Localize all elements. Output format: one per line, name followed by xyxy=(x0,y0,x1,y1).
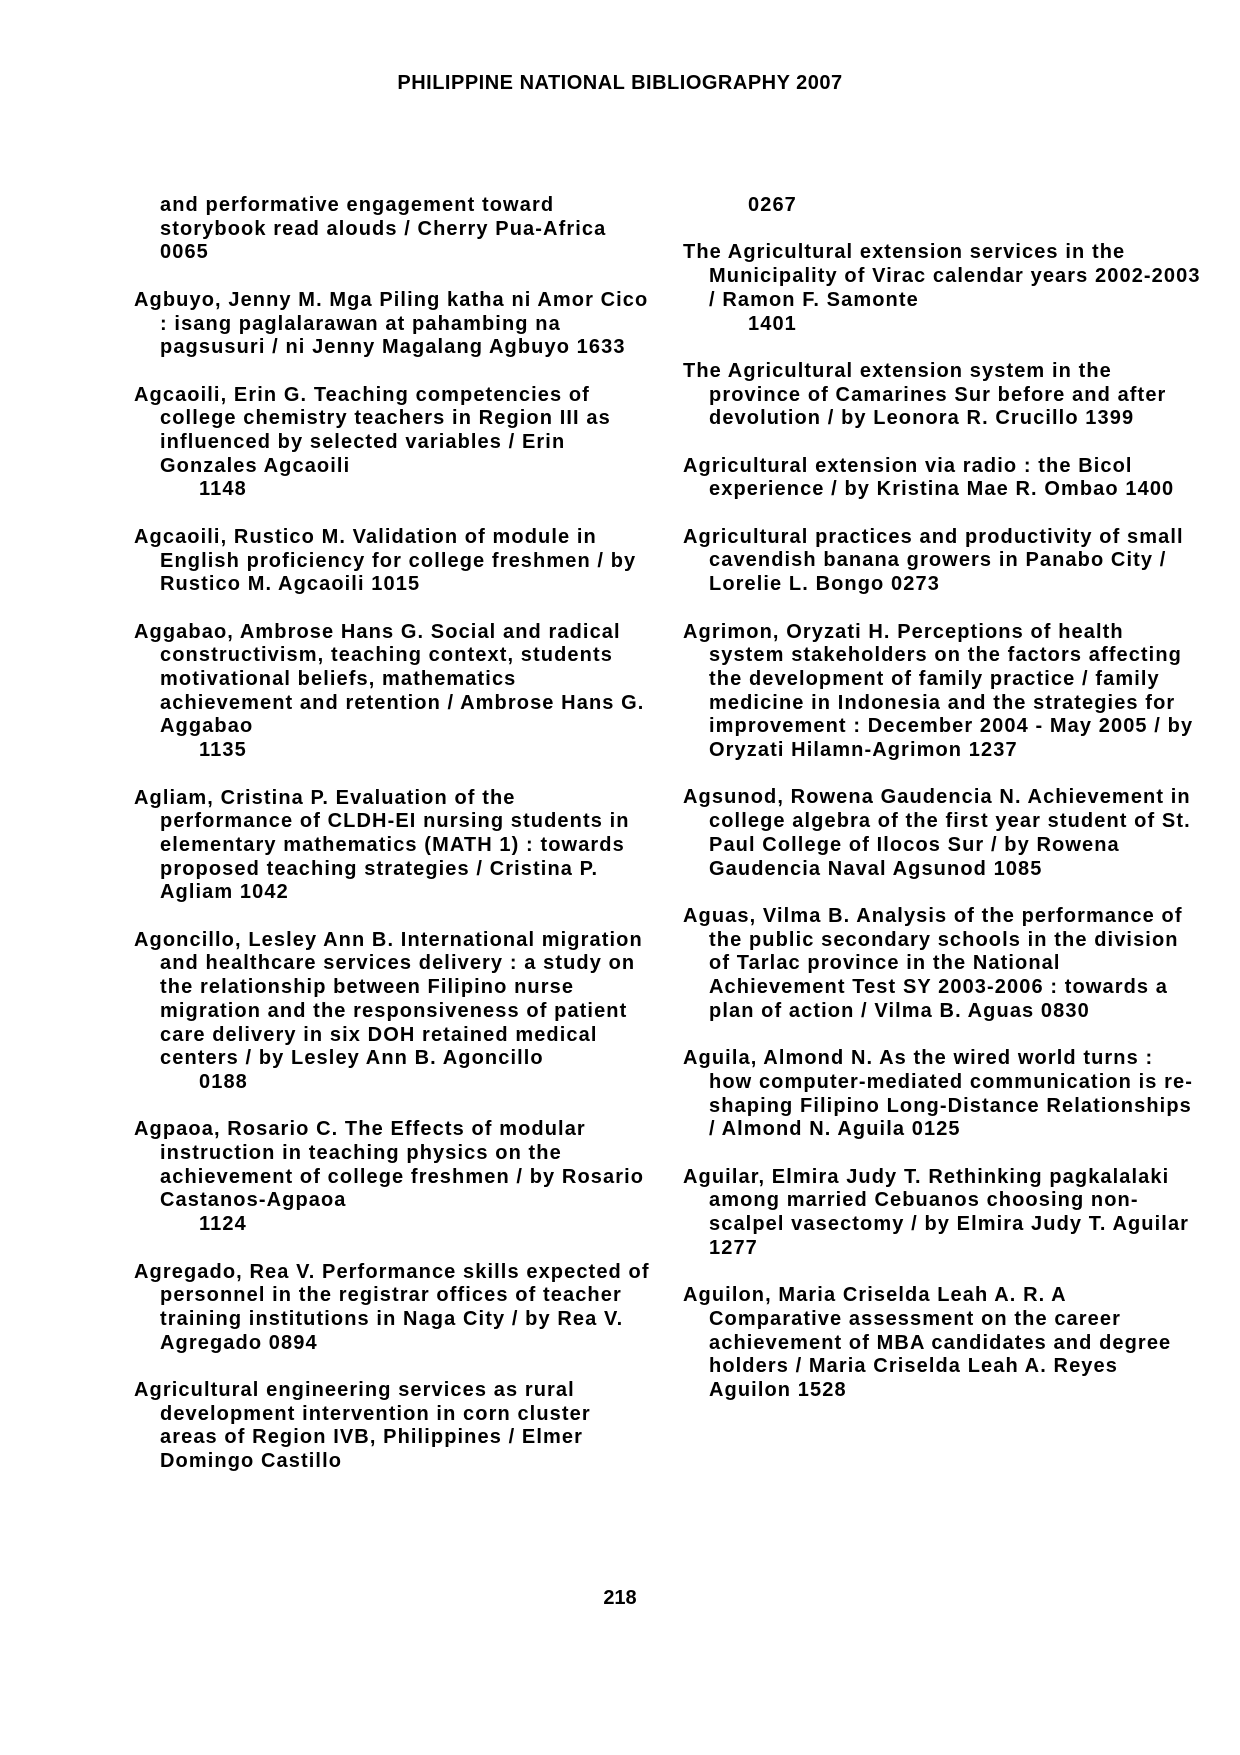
entry-text: Agrimon, Oryzati H. Perceptions of health system stakeholders on the factors affecting the development of family practice / family medicine in Indonesia and the strategies for improvement : December 2004 - May 2005 / by Oryzati Hilamn-Agrimon 1237 xyxy=(683,620,1194,762)
entry-code: 0188 xyxy=(199,1070,248,1093)
entry-code: 1124 xyxy=(199,1213,247,1236)
entry-code: 1148 xyxy=(199,478,247,501)
entry-text: The Agricultural extension services in the Municipality of Virac calendar years 2002-2003 / Ramon F. Samonte xyxy=(683,241,1201,311)
entry-text: Agoncillo, Lesley Ann B. International migration and healthcare services delivery : a study on the relationship between Filipino nurse migration and the responsiveness of patient care delivery in six DOH retained medical centers / by Lesley Ann B. Agoncillo xyxy=(134,928,643,1070)
entry-code: 0267 xyxy=(748,194,797,216)
bibliography-entry xyxy=(683,1284,1203,1403)
bibliography-entry xyxy=(134,1261,654,1356)
bibliography-entry xyxy=(134,384,654,503)
entry-text: Aguilon, Maria Criselda Leah A. R. A Comparative assessment on the career achievement of MBA candidates and degree holders / Maria Criselda Leah A. Reyes Aguilon 1528 xyxy=(683,1284,1172,1401)
entry-text: Aggabao, Ambrose Hans G. Social and radical constructivism, teaching context, students motivational beliefs, mathematics achievement and retention / Ambrose Hans G. Aggabao xyxy=(134,620,645,738)
bibliography-entry xyxy=(683,526,1203,597)
entry-text: Aguila, Almond N. As the wired world turns : how computer-mediated communication is re-shaping Filipino Long-Distance Relationships / Almond N. Aguila 0125 xyxy=(683,1047,1194,1141)
entry-text: Aguilar, Elmira Judy T. Rethinking pagkalalaki among married Cebuanos choosing non-scalpel vasectomy / by Elmira Judy T. Aguilar 1277 xyxy=(683,1165,1190,1259)
bibliography-entry xyxy=(134,1118,654,1237)
entry-text: Agricultural practices and productivity of small cavendish banana growers in Panabo City / Lorelie L. Bongo 0273 xyxy=(683,525,1184,596)
page-number: 218 xyxy=(603,1587,637,1609)
entry-text: and performative engagement toward storybook read alouds / Cherry Pua-Africa 0065 xyxy=(160,194,607,264)
bibliography-entry xyxy=(134,289,654,360)
bibliography-entry xyxy=(683,1047,1203,1142)
entry-text: Agbuyo, Jenny M. Mga Piling katha ni Amor Cico : isang paglalarawan at pahambing na pagsusuri / ni Jenny Magalang Agbuyo 1633 xyxy=(134,288,649,359)
entry-text: Agricultural extension via radio : the Bicol experience / by Kristina Mae R. Ombao 1400 xyxy=(683,454,1175,501)
page-header: PHILIPPINE NATIONAL BIBLIOGRAPHY 2007 xyxy=(397,72,843,94)
bibliography-entry xyxy=(134,194,654,265)
bibliography-entry xyxy=(134,929,654,1095)
bibliography-entry xyxy=(683,905,1203,1024)
bibliography-entry xyxy=(683,360,1203,431)
left-column xyxy=(134,194,654,1498)
right-column xyxy=(683,194,1203,1426)
entry-code: 1135 xyxy=(199,739,247,762)
entry-text: Agricultural engineering services as rural development intervention in corn cluster areas of Region IVB, Philippines / Elmer Domingo Castillo xyxy=(134,1379,591,1473)
bibliography-entry xyxy=(683,455,1203,502)
bibliography-entry xyxy=(683,786,1203,881)
entry-text: Agliam, Cristina P. Evaluation of the performance of CLDH-EI nursing students in elementary mathematics (MATH 1) : towards proposed teaching strategies / Cristina P. Agliam 1042 xyxy=(134,786,630,904)
bibliography-entry xyxy=(134,787,654,906)
entry-text: Agcaoili, Rustico M. Validation of module in English proficiency for college freshmen / by Rustico M. Agcaoili 1015 xyxy=(134,525,637,596)
entry-text: Agsunod, Rowena Gaudencia N. Achievement in college algebra of the first year student of St. Paul College of Ilocos Sur / by Rowena Gaudencia Naval Agsunod 1085 xyxy=(683,786,1191,880)
entry-text: Aguas, Vilma B. Analysis of the performance of the public secondary schools in the division of Tarlac province in the National Achievement Test SY 2003-2006 : towards a plan of action / Vilma B. Aguas 0830 xyxy=(683,904,1183,1022)
entry-text: Agcaoili, Erin G. Teaching competencies of college chemistry teachers in Region III as influenced by selected variables / Erin Gonzales Agcaoili xyxy=(134,383,611,477)
bibliography-entry xyxy=(134,526,654,597)
entry-text: Agregado, Rea V. Performance skills expected of personnel in the registrar offices of teacher training institutions in Naga City / by Rea V. Agregado 0894 xyxy=(134,1260,650,1354)
bibliography-entry xyxy=(683,621,1203,763)
bibliography-entry xyxy=(683,1166,1203,1261)
bibliography-entry xyxy=(683,241,1203,336)
entry-code: 1401 xyxy=(748,312,797,335)
entry-text: Agpaoa, Rosario C. The Effects of modular instruction in teaching physics on the achievement of college freshmen / by Rosario Castanos-Agpaoa xyxy=(134,1118,645,1212)
bibliography-entry xyxy=(134,1379,654,1474)
bibliography-entry xyxy=(134,621,654,763)
bibliography-entry xyxy=(683,194,1203,218)
entry-text: The Agricultural extension system in the province of Camarines Sur before and after devolution / by Leonora R. Crucillo 1399 xyxy=(683,359,1167,430)
